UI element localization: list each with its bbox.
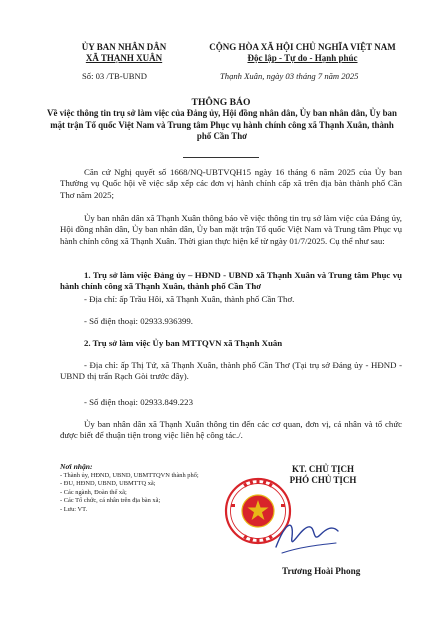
recipient-item: - Thành ủy, HĐND, UBND, UBMTTQVN thành phố;	[60, 471, 199, 479]
closing-paragraph: Ủy ban nhân dân xã Thạnh Xuân thông tin đến các cơ quan, đơn vị, cá nhân và tổ chức được biết để thuận tiện trong việc liên hệ công tác./.	[60, 419, 402, 441]
section-1-address: - Địa chỉ: ấp Trầu Hôi, xã Thạnh Xuân, thành phố Cần Thơ.	[84, 294, 295, 304]
recipients-heading: Nơi nhận:	[60, 462, 93, 471]
recipient-item: - Lưu: VT.	[60, 505, 88, 513]
org-line-2: XÃ THẠNH XUÂN	[85, 53, 163, 63]
document-title: THÔNG BÁO	[191, 97, 251, 108]
national-motto	[195, 42, 410, 64]
recipient-item: - ĐU, HĐND, UBND, UBMTTQ xã;	[60, 480, 156, 488]
signer-name: Trương Hoài Phong	[282, 566, 361, 576]
section-1-heading: 1. Trụ sở làm việc Đảng ủy – HĐND - UBND xã Thạnh Xuân và Trung tâm Phục vụ hành chính công xã Thạnh Xuân, thành phố Cần Thơ	[60, 270, 402, 292]
nation-line-1: CỘNG HÒA XÃ HỘI CHỦ NGHĨA VIỆT NAM	[209, 42, 396, 52]
recipient-item: - Các Tổ chức, cá nhân trên địa bàn xã;	[60, 497, 161, 505]
place-and-date: Thạnh Xuân, ngày 03 tháng 7 năm 2025	[220, 71, 359, 81]
document-subject: Về việc thông tin trụ sở làm việc của Đảng ủy, Hội đồng nhân dân, Ủy ban nhân dân, Ủy ban mặt trận Tổ quốc Việt Nam và Trung tâm Phục vụ hành chính công xã Thạnh Xuân, thành phố Cần Thơ	[47, 108, 397, 142]
signature-line-2: PHÓ CHỦ TỊCH	[289, 475, 357, 485]
section-1-phone: - Số điện thoại: 02933.936399.	[84, 316, 193, 326]
section-2-address: - Địa chỉ: ấp Thị Tứ, xã Thạnh Xuân, thành phố Cần Thơ (Tại trụ sở Đảng ủy - HĐND - UBND thị trấn Rạch Gòi trước đây).	[60, 360, 402, 382]
signature-line-1: KT. CHỦ TỊCH	[292, 464, 354, 474]
document-number: Số: 03 /TB-UBND	[82, 71, 147, 81]
legal-basis-paragraph: Căn cứ Nghị quyết số 1668/NQ-UBTVQH15 ngày 16 tháng 6 năm 2025 của Ủy ban Thường vụ Quốc hội về việc sắp xếp các đơn vị hành chính cấp xã trên địa bàn thành phố Cần Thơ năm 2025;	[60, 167, 402, 200]
section-2-heading: 2. Trụ sở làm việc Ủy ban MTTQVN xã Thạnh Xuân	[84, 338, 283, 348]
section-2-phone: - Số điện thoại: 02933.849.223	[84, 397, 193, 407]
announcement-paragraph: Ủy ban nhân dân xã Thạnh Xuân thông báo về việc thông tin trụ sở làm việc của Đảng ủy, Hội đồng nhân dân, Ủy ban nhân dân, Ủy ban mặt trận Tổ quốc Việt Nam và Trung tâm Phục vụ hành chính công xã Thạnh Xuân. Thời gian thực hiện kể từ ngày 01/7/2025. Cụ thể như sau:	[60, 213, 402, 246]
recipient-item: - Các ngành, Đoàn thể xã;	[60, 488, 127, 496]
issuing-authority	[54, 42, 194, 64]
nation-line-2: Độc lập - Tự do - Hạnh phúc	[247, 53, 358, 63]
subject-underline	[183, 157, 259, 158]
recipients-list	[60, 463, 220, 515]
handwritten-signature-icon	[272, 513, 342, 559]
org-line-1: ỦY BAN NHÂN DÂN	[81, 42, 167, 52]
